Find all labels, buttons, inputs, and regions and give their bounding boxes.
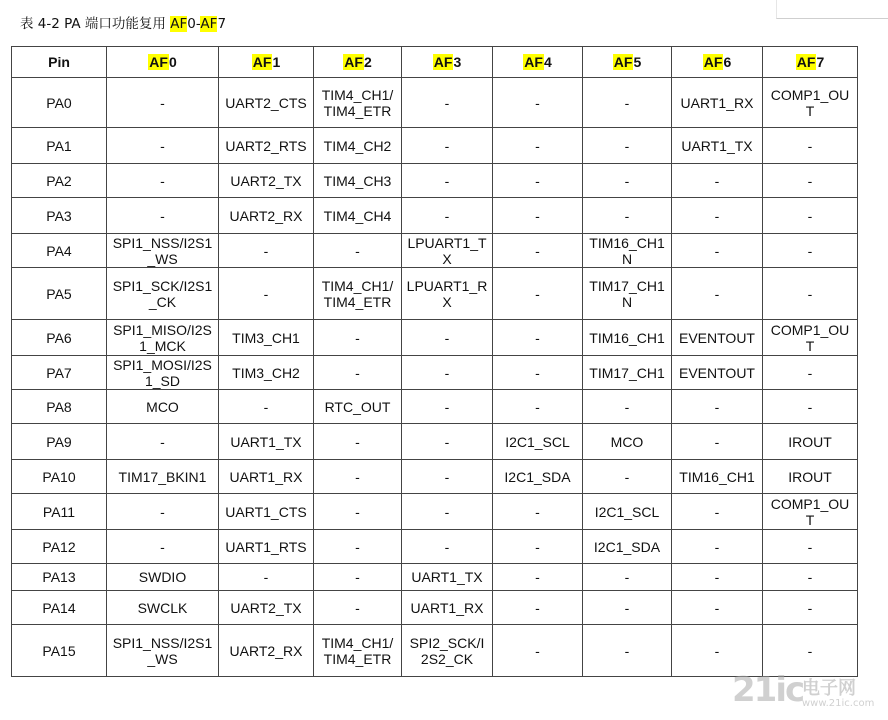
af-cell: UART2_TX: [219, 591, 314, 625]
af-cell: TIM4_CH4: [314, 198, 402, 234]
af-cell: -: [763, 164, 858, 198]
af-cell: -: [107, 530, 219, 564]
af-cell: -: [107, 424, 219, 460]
watermark-site: www.21ic.com: [802, 698, 875, 709]
af-cell: -: [314, 591, 402, 625]
caption-prefix: 表 4-2 PA 端口功能复用: [20, 16, 171, 32]
column-header-af-num: 6: [723, 54, 732, 70]
af-cell: SPI1_SCK/I2S1_CK: [107, 268, 219, 320]
table-row: [12, 424, 858, 460]
af-cell: -: [402, 424, 493, 460]
table-row: [12, 164, 858, 198]
pin-cell: PA0: [12, 78, 107, 128]
column-header-6: [583, 47, 672, 78]
af-cell: -: [314, 234, 402, 268]
pin-cell: PA13: [12, 564, 107, 591]
column-header-af-num: 0: [168, 54, 177, 70]
watermark-number: 21ic: [732, 670, 804, 710]
af-cell: -: [493, 268, 583, 320]
af-cell: -: [672, 530, 763, 564]
af-cell: -: [493, 530, 583, 564]
column-header-5: [493, 47, 583, 78]
af-cell: UART2_RTS: [219, 128, 314, 164]
af-cell: -: [583, 591, 672, 625]
af-cell: -: [493, 625, 583, 677]
af-cell: -: [583, 198, 672, 234]
af-cell: UART1_RX: [672, 78, 763, 128]
af-cell: I2C1_SCL: [493, 424, 583, 460]
table-header-row: [12, 47, 858, 78]
caption-af-start: AF: [170, 16, 188, 32]
pin-cell: PA9: [12, 424, 107, 460]
column-header-af: AF: [796, 54, 816, 70]
pin-cell: PA3: [12, 198, 107, 234]
pin-cell: PA2: [12, 164, 107, 198]
af-cell: -: [763, 625, 858, 677]
af-cell: -: [107, 164, 219, 198]
pin-cell: PA7: [12, 356, 107, 390]
af-cell: TIM3_CH1: [219, 320, 314, 356]
column-header-2: [219, 47, 314, 78]
af-cell: IROUT: [763, 460, 858, 494]
pin-cell: PA11: [12, 494, 107, 530]
table-row: [12, 128, 858, 164]
af-cell: SPI1_MOSI/I2S1_SD: [107, 356, 219, 390]
af-cell: -: [402, 460, 493, 494]
af-cell: -: [672, 494, 763, 530]
af-cell: -: [402, 356, 493, 390]
af-cell: -: [402, 530, 493, 564]
table-row: [12, 625, 858, 677]
table-row: [12, 494, 858, 530]
table-row: [12, 591, 858, 625]
af-cell: SPI1_MISO/I2S1_MCK: [107, 320, 219, 356]
af-cell: SPI1_NSS/I2S1_WS: [107, 234, 219, 268]
table-row: [12, 356, 858, 390]
af-cell: -: [107, 78, 219, 128]
af-cell: TIM16_CH1: [583, 320, 672, 356]
page-edge-decoration: [776, 0, 888, 19]
af-cell: -: [219, 390, 314, 424]
af-cell: TIM17_CH1: [583, 356, 672, 390]
pin-cell: PA10: [12, 460, 107, 494]
pin-cell: PA12: [12, 530, 107, 564]
af-cell: -: [402, 390, 493, 424]
af-cell: -: [314, 494, 402, 530]
af-cell: -: [493, 320, 583, 356]
af-cell: -: [763, 530, 858, 564]
af-cell: -: [672, 390, 763, 424]
column-header-af-num: 4: [543, 54, 552, 70]
table-row: [12, 234, 858, 268]
af-cell: TIM4_CH1/TIM4_ETR: [314, 268, 402, 320]
column-header-af-num: 5: [633, 54, 642, 70]
af-cell: -: [763, 128, 858, 164]
caption-af-start-num: 0: [187, 16, 196, 32]
column-header-af: AF: [252, 54, 272, 70]
af-cell: -: [219, 234, 314, 268]
af-cell: -: [314, 356, 402, 390]
caption-dash: -: [195, 16, 201, 32]
column-header-3: [314, 47, 402, 78]
column-header-af: AF: [703, 54, 723, 70]
column-header-af-num: 1: [272, 54, 281, 70]
column-header-af: AF: [344, 54, 363, 70]
column-header-4: [402, 47, 493, 78]
af-cell: -: [314, 320, 402, 356]
af-cell: -: [107, 128, 219, 164]
af-cell: LPUART1_RX: [402, 268, 493, 320]
af-cell: EVENTOUT: [672, 356, 763, 390]
site-watermark: [732, 668, 882, 716]
af-cell: -: [314, 424, 402, 460]
af-cell: TIM4_CH2: [314, 128, 402, 164]
af-cell: I2C1_SDA: [583, 530, 672, 564]
af-cell: TIM4_CH1/TIM4_ETR: [314, 78, 402, 128]
af-cell: -: [763, 234, 858, 268]
column-header-7: [672, 47, 763, 78]
af-cell: -: [672, 625, 763, 677]
pa-alternate-function-table: [11, 46, 858, 677]
af-cell: I2C1_SCL: [583, 494, 672, 530]
af-cell: -: [402, 78, 493, 128]
af-cell: -: [763, 356, 858, 390]
af-cell: -: [583, 564, 672, 591]
af-cell: -: [402, 128, 493, 164]
af-cell: TIM17_BKIN1: [107, 460, 219, 494]
pin-cell: PA5: [12, 268, 107, 320]
af-cell: UART2_TX: [219, 164, 314, 198]
af-cell: SPI2_SCK/I2S2_CK: [402, 625, 493, 677]
af-cell: TIM3_CH2: [219, 356, 314, 390]
af-cell: UART1_RX: [402, 591, 493, 625]
watermark-brand: 电子网: [802, 678, 856, 699]
column-header-1: [107, 47, 219, 78]
af-cell: -: [402, 198, 493, 234]
column-header-af: AF: [149, 54, 168, 70]
af-cell: -: [763, 564, 858, 591]
af-cell: -: [763, 268, 858, 320]
af-cell: -: [402, 164, 493, 198]
af-cell: -: [672, 198, 763, 234]
af-cell: UART1_TX: [402, 564, 493, 591]
af-cell: UART1_RTS: [219, 530, 314, 564]
table-row: [12, 564, 858, 591]
af-cell: UART2_CTS: [219, 78, 314, 128]
af-cell: -: [672, 234, 763, 268]
af-cell: -: [763, 390, 858, 424]
af-cell: UART1_CTS: [219, 494, 314, 530]
af-cell: COMP1_OUT: [763, 78, 858, 128]
caption-af-end: AF: [200, 16, 218, 32]
af-cell: -: [314, 530, 402, 564]
af-cell: -: [763, 198, 858, 234]
af-cell: MCO: [583, 424, 672, 460]
af-cell: UART1_TX: [219, 424, 314, 460]
af-cell: -: [493, 164, 583, 198]
af-cell: -: [493, 234, 583, 268]
column-header-af-num: 7: [816, 54, 825, 70]
table-row: [12, 530, 858, 564]
caption-af-end-num: 7: [217, 16, 227, 32]
af-cell: -: [583, 460, 672, 494]
af-cell: RTC_OUT: [314, 390, 402, 424]
af-cell: -: [107, 494, 219, 530]
pin-cell: PA1: [12, 128, 107, 164]
af-cell: -: [583, 390, 672, 424]
af-cell: IROUT: [763, 424, 858, 460]
table-row: [12, 320, 858, 356]
af-cell: -: [219, 268, 314, 320]
af-cell: COMP1_OUT: [763, 494, 858, 530]
af-cell: -: [107, 198, 219, 234]
af-cell: -: [672, 424, 763, 460]
pin-cell: PA6: [12, 320, 107, 356]
af-cell: EVENTOUT: [672, 320, 763, 356]
table-caption: [20, 12, 226, 32]
af-cell: TIM16_CH1: [672, 460, 763, 494]
af-cell: TIM17_CH1N: [583, 268, 672, 320]
table-body: [12, 78, 858, 677]
af-cell: -: [219, 564, 314, 591]
pin-cell: PA4: [12, 234, 107, 268]
af-cell: -: [493, 591, 583, 625]
af-cell: TIM16_CH1N: [583, 234, 672, 268]
column-header-af: AF: [433, 54, 453, 70]
table-row: [12, 460, 858, 494]
af-cell: -: [672, 591, 763, 625]
column-header-af: AF: [613, 54, 633, 70]
table-row: [12, 78, 858, 128]
af-cell: COMP1_OUT: [763, 320, 858, 356]
af-cell: -: [314, 564, 402, 591]
af-cell: TIM4_CH3: [314, 164, 402, 198]
af-cell: -: [493, 78, 583, 128]
af-cell: -: [493, 356, 583, 390]
af-cell: SPI1_NSS/I2S1_WS: [107, 625, 219, 677]
column-header-0: [12, 47, 107, 78]
af-cell: -: [493, 390, 583, 424]
af-cell: -: [493, 564, 583, 591]
af-cell: -: [493, 494, 583, 530]
pin-cell: PA14: [12, 591, 107, 625]
table-row: [12, 198, 858, 234]
af-cell: SWCLK: [107, 591, 219, 625]
pin-cell: PA8: [12, 390, 107, 424]
af-cell: -: [493, 198, 583, 234]
column-header-8: [763, 47, 858, 78]
af-cell: -: [314, 460, 402, 494]
af-cell: -: [402, 320, 493, 356]
af-cell: UART1_RX: [219, 460, 314, 494]
column-header-af-num: 2: [363, 54, 372, 70]
af-cell: SWDIO: [107, 564, 219, 591]
af-cell: -: [583, 78, 672, 128]
af-cell: -: [402, 494, 493, 530]
af-cell: -: [672, 564, 763, 591]
af-cell: -: [583, 128, 672, 164]
af-cell: UART2_RX: [219, 625, 314, 677]
column-header-af-num: 3: [453, 54, 462, 70]
af-cell: -: [583, 164, 672, 198]
af-cell: -: [493, 128, 583, 164]
pin-cell: PA15: [12, 625, 107, 677]
af-cell: TIM4_CH1/TIM4_ETR: [314, 625, 402, 677]
af-cell: -: [583, 625, 672, 677]
af-cell: -: [672, 268, 763, 320]
af-cell: UART1_TX: [672, 128, 763, 164]
table-row: [12, 268, 858, 320]
af-cell: MCO: [107, 390, 219, 424]
af-cell: -: [672, 164, 763, 198]
af-cell: I2C1_SDA: [493, 460, 583, 494]
table-row: [12, 390, 858, 424]
af-cell: UART2_RX: [219, 198, 314, 234]
af-cell: LPUART1_TX: [402, 234, 493, 268]
column-header-text: Pin: [48, 54, 70, 70]
af-cell: -: [763, 591, 858, 625]
column-header-af: AF: [524, 54, 543, 70]
